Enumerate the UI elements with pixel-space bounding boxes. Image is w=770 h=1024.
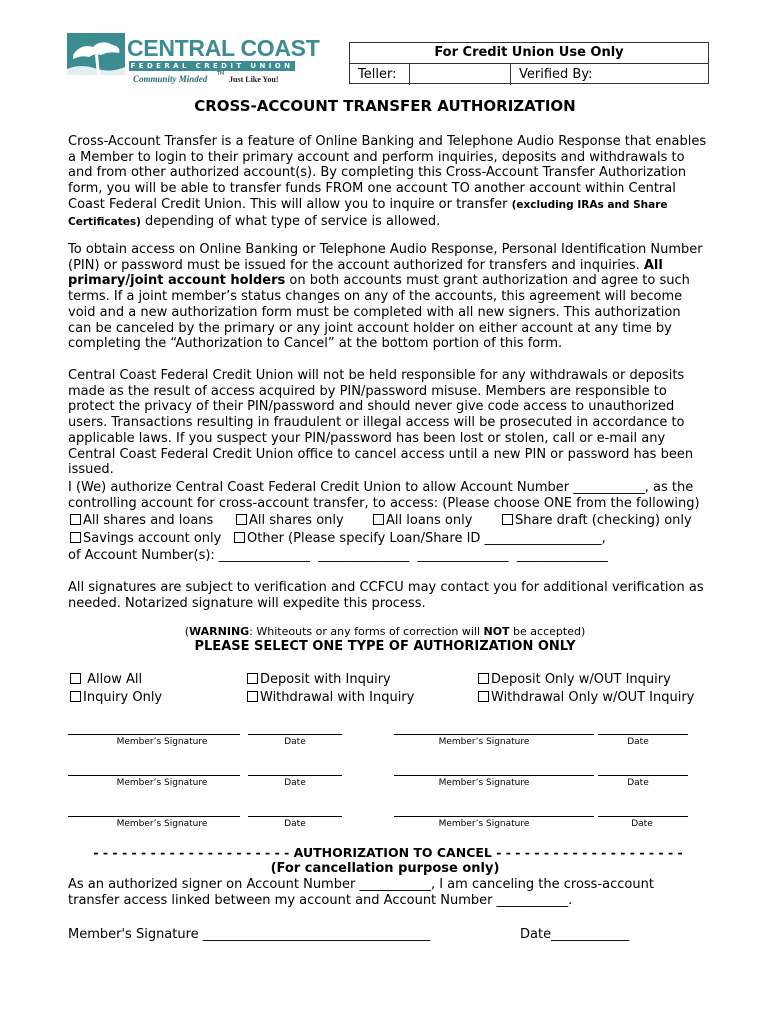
cancel-heading: - - - - - - - - - - - - - - - - - - - - - AUTHORIZATION TO CANCEL - - - - - - - - - - - - - - - - - - - - xyxy=(93,845,683,860)
date-label: Date xyxy=(284,778,306,788)
verified-by-label: Verified By: xyxy=(510,64,710,85)
option-all-loans[interactable]: All loans only xyxy=(373,512,472,529)
signature-label: Member’s Signature xyxy=(438,819,530,829)
cancel-subheading: (For cancellation purpose only) xyxy=(270,861,500,876)
date-line[interactable] xyxy=(598,816,688,817)
checkbox-icon[interactable] xyxy=(478,673,489,684)
trademark-mark: TM xyxy=(217,71,225,77)
checkbox-icon[interactable] xyxy=(478,691,489,702)
cancel-line-1: As an authorized signer on Account Number ___________, I am canceling the cross-account xyxy=(68,877,654,892)
tree-logo-icon xyxy=(67,33,125,75)
auth-deposit-no-inquiry[interactable]: Deposit Only w/OUT Inquiry xyxy=(478,671,671,688)
signature-line[interactable] xyxy=(394,734,594,735)
use-box-header: For Credit Union Use Only xyxy=(434,45,624,60)
checkbox-icon[interactable] xyxy=(247,673,258,684)
auth-deposit-inquiry[interactable]: Deposit with Inquiry xyxy=(247,671,391,688)
date-label: Date xyxy=(284,737,306,747)
warning-note: (WARNING: Whiteouts or any forms of correction will NOT be accepted) xyxy=(184,625,586,638)
cccu-logo xyxy=(67,33,320,85)
checkbox-icon[interactable] xyxy=(70,514,81,525)
account-numbers-line[interactable]: of Account Number(s): ______________ ______________ ______________ ______________ xyxy=(68,548,608,563)
signature-line[interactable] xyxy=(394,775,594,776)
verification-paragraph: All signatures are subject to verification and CCFCU may contact you for additional verification as needed. Notarized signature will expedite this process. xyxy=(68,580,704,611)
signature-line[interactable] xyxy=(68,775,240,776)
signature-label: Member’s Signature xyxy=(116,778,208,788)
date-label: Date xyxy=(631,819,653,829)
teller-label: Teller: xyxy=(350,64,410,85)
logo-subtitle: FEDERAL CREDIT UNION xyxy=(130,62,294,70)
option-share-draft[interactable]: Share draft (checking) only xyxy=(502,512,692,529)
cancel-line-2: transfer access linked between my account and Account Number ___________. xyxy=(68,893,573,908)
date-line[interactable] xyxy=(248,734,342,735)
logo-tagline-2: Just Like You! xyxy=(229,75,279,84)
checkbox-icon[interactable] xyxy=(70,673,81,684)
option-all-shares[interactable]: All shares only xyxy=(236,512,344,529)
auth-withdrawal-no-inquiry[interactable]: Withdrawal Only w/OUT Inquiry xyxy=(478,689,694,706)
logo-tagline: Community Minded xyxy=(133,74,208,84)
signature-line[interactable] xyxy=(68,734,240,735)
checkbox-icon[interactable] xyxy=(373,514,384,525)
use-box-row xyxy=(350,63,708,85)
cancel-date[interactable]: Date____________ xyxy=(520,927,630,942)
teller-field[interactable] xyxy=(410,64,510,85)
checkbox-icon[interactable] xyxy=(70,691,81,702)
option-savings[interactable]: Savings account only xyxy=(70,530,221,547)
form-title: CROSS-ACCOUNT TRANSFER AUTHORIZATION xyxy=(194,97,576,115)
date-label: Date xyxy=(284,819,306,829)
checkbox-icon[interactable] xyxy=(502,514,513,525)
auth-allow-all[interactable]: Allow All xyxy=(70,671,142,688)
access-paragraph: To obtain access on Online Banking or Telephone Audio Response, Personal Identification Number (PIN) or password must be issued for the account authorized for transfers and inquiries. All primary/joint account holders on both accounts must grant authorization and agree to such terms. If a joint member’s status changes on any of the accounts, this agreement will become void and a new authorization form must be completed with all new signers. This authorization can be canceled by the primary or any joint account holder on either account at any time by completing the “Authorization to Cancel” at the bottom portion of this form. xyxy=(68,242,703,352)
signature-line[interactable] xyxy=(394,816,594,817)
cancel-signature[interactable]: Member's Signature ___________________________________ xyxy=(68,927,431,942)
auth-withdrawal-inquiry[interactable]: Withdrawal with Inquiry xyxy=(247,689,414,706)
select-heading: PLEASE SELECT ONE TYPE OF AUTHORIZATION ONLY xyxy=(194,639,576,654)
checkbox-icon[interactable] xyxy=(247,691,258,702)
auth-inquiry-only[interactable]: Inquiry Only xyxy=(70,689,162,706)
checkbox-icon[interactable] xyxy=(70,532,81,543)
date-line[interactable] xyxy=(598,775,688,776)
liability-paragraph: Central Coast Federal Credit Union will not be held responsible for any withdrawals or deposits made as the result of access acquired by PIN/password misuse. Members are responsible to protect the privacy of their PIN/password and should never give code access to unauthorized users. Transactions resulting in fraudulent or illegal access will be prosecuted in accordance to applicable laws. If you suspect your PIN/password has been lost or stolen, call or e-mail any Central Coast Federal Credit Union office to cancel access until a new PIN or password has been issued. xyxy=(68,368,694,478)
option-all-shares-loans[interactable]: All shares and loans xyxy=(70,512,213,529)
logo-brand: CENTRAL COAST xyxy=(127,35,320,61)
signature-line[interactable] xyxy=(68,816,240,817)
date-line[interactable] xyxy=(598,734,688,735)
checkbox-icon[interactable] xyxy=(234,532,245,543)
signature-label: Member’s Signature xyxy=(438,737,530,747)
authorize-line-2: controlling account for cross-account transfer, to access: (Please choose ONE from the following) xyxy=(68,496,700,511)
checkbox-icon[interactable] xyxy=(236,514,247,525)
date-label: Date xyxy=(627,778,649,788)
intro-paragraph: Cross-Account Transfer is a feature of Online Banking and Telephone Audio Response that enables a Member to login to their primary account and perform inquiries, deposits and withdrawals to and from other authorized account(s). By completing this Cross-Account Transfer Authorization form, you will be able to transfer funds FROM one account TO another account within Central Coast Federal Credit Union. This will allow you to inquire or transfer (excluding IRAs and Share Certificates) depending of what type of service is allowed. xyxy=(68,134,707,229)
signature-label: Member’s Signature xyxy=(438,778,530,788)
signature-label: Member’s Signature xyxy=(116,819,208,829)
credit-union-use-box xyxy=(349,42,709,84)
date-line[interactable] xyxy=(248,816,342,817)
authorize-line-1: I (We) authorize Central Coast Federal Credit Union to allow Account Number ___________, as the xyxy=(68,480,694,495)
date-label: Date xyxy=(627,737,649,747)
option-other[interactable]: Other (Please specify Loan/Share ID __________________, xyxy=(234,530,606,547)
signature-label: Member’s Signature xyxy=(116,737,208,747)
date-line[interactable] xyxy=(248,775,342,776)
